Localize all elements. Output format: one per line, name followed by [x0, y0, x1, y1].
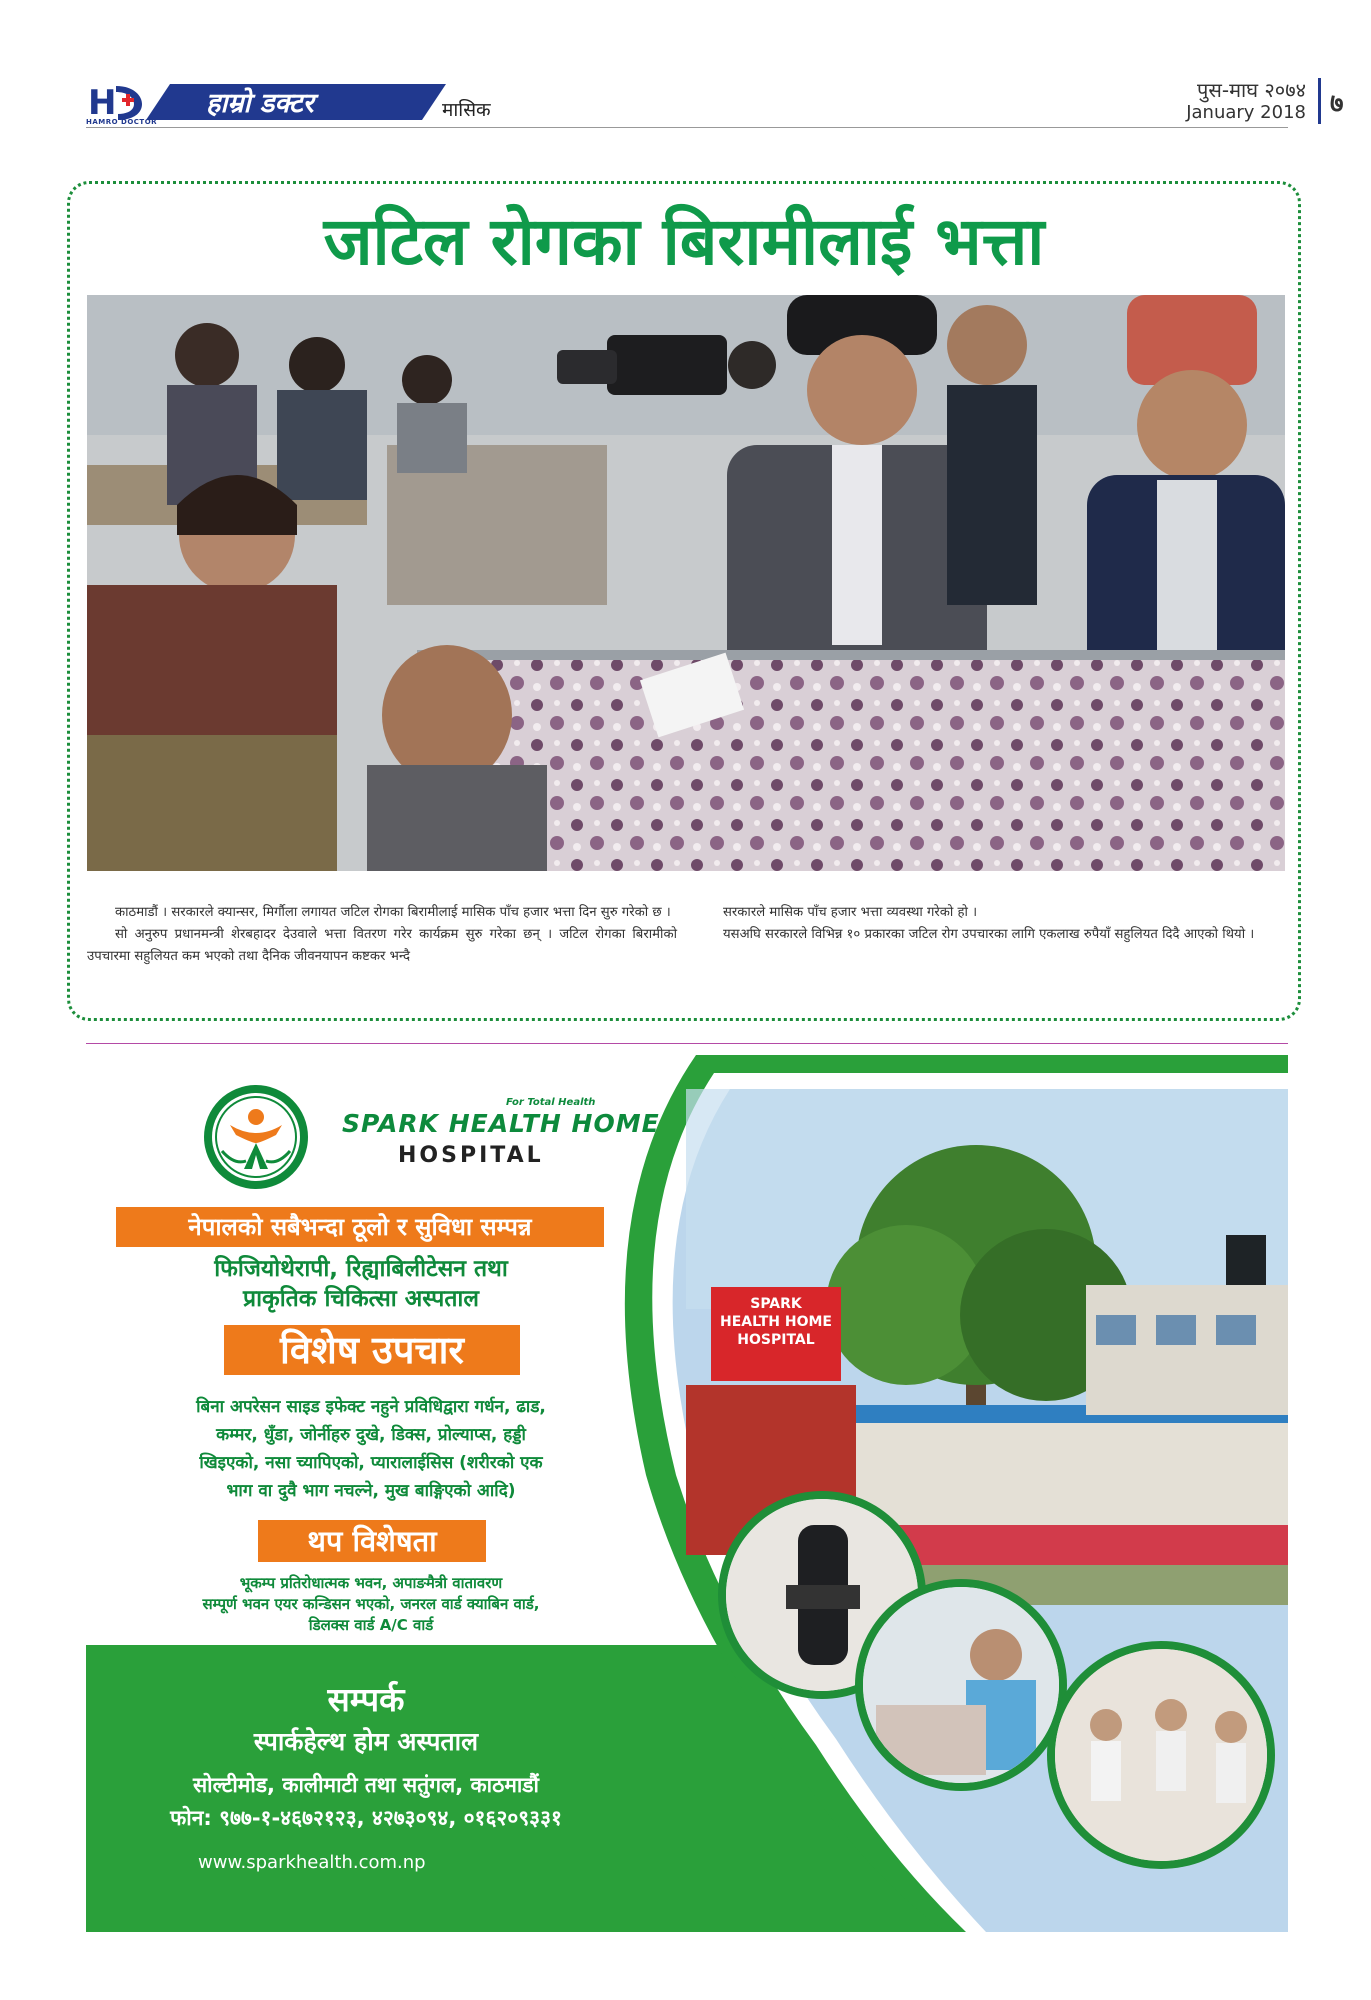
issue-date-nepali: पुस-माघ २०७४ [1196, 78, 1306, 102]
ad-tagline: For Total Health [506, 1097, 596, 1108]
contact-title: सम्पर्क [327, 1680, 405, 1719]
article-column-right [695, 902, 1285, 946]
website-link[interactable]: www.sparkhealth.com.np [198, 1852, 426, 1873]
hospital-sign-line: SPARK [750, 1296, 802, 1312]
hospital-advertisement [86, 1055, 1288, 1932]
section-divider [86, 1043, 1288, 1044]
ad-hospital-label: HOSPITAL [398, 1143, 544, 1168]
article-paragraph: सरकारले मासिक पाँच हजार भत्ता व्यवस्था गरेको हो । [723, 905, 978, 920]
hospital-sign [711, 1287, 841, 1381]
brand-subtitle: मासिक [442, 99, 491, 121]
extra-features-box: थप विशेषता [258, 1520, 486, 1562]
ad-brand-name: SPARK HEALTH HOME [342, 1109, 660, 1138]
contact-address: सोल्टीमोड, कालीमाटी तथा सतुंगल, काठमाडौं [192, 1773, 539, 1797]
brand-name: हाम्रो डक्टर [206, 88, 314, 119]
masthead-divider [1318, 78, 1321, 124]
masthead [86, 78, 1344, 130]
contact-name: स्पार्कहेल्थ होम अस्पताल [253, 1727, 479, 1756]
article-photo [87, 295, 1285, 871]
news-article [67, 181, 1301, 1021]
article-headline: जटिल रोगका बिरामीलाई भत्ता [323, 203, 1045, 280]
article-paragraph: यसअघि सरकारले विभिन्न १० प्रकारका जटिल रोग उपचारका लागि एकलाख रुपैयाँ सहुलियत दिदै आएको थियो । [723, 927, 1255, 942]
headline-box: नेपालको सबैभन्दा ठूलो र सुविधा सम्पन्न [116, 1207, 604, 1247]
hospital-sign-line: HOSPITAL [737, 1332, 815, 1348]
contact-phone: फोन: ९७७-१-४६७२१२३, ४२७३०९४, ०१६२०९३३१ [170, 1806, 562, 1830]
hospital-sign-line: HEALTH HOME [720, 1314, 832, 1330]
feature-line: बिना अपरेसन साइड इफेक्ट नहुने प्रविधिद्वारा गर्धन, ढाड, [196, 1397, 546, 1417]
issue-date-english: January 2018 [1186, 102, 1306, 123]
article-paragraph: काठमाडौं । सरकारले क्यान्सर, मिर्गौला लगायत जटिल रोगका बिरामीलाई मासिक पाँच हजार भत्ता दिन सुरु गरेको छ । [115, 905, 671, 920]
special-treatment-box: विशेष उपचार [224, 1325, 520, 1375]
feature-line: कम्मर, धुँडा, जोर्नीहरु दुखे, डिक्स, प्रोल्याप्स, हड्डी [216, 1425, 526, 1445]
article-column-left [87, 902, 677, 968]
page-number: ७ [1330, 89, 1344, 119]
masthead-rule [86, 127, 1288, 128]
extra-feature-line: भूकम्प प्रतिरोधात्मक भवन, अपाङमैत्री वातावरण [239, 1574, 503, 1592]
ad-subhead: प्राकृतिक चिकित्सा अस्पताल [243, 1286, 479, 1312]
svg-text:H: H [88, 83, 117, 123]
article-paragraph: सो अनुरुप प्रधानमन्त्री शेरबहादर देउवाले भत्ता वितरण गरेर कार्यक्रम सुरु गरेका छन् । जटिल रोगका बिरामीको उपचारमा सहुलियत कम भएको तथा दैनिक जीवनयापन कष्टकर भन्दै [87, 927, 677, 964]
ad-subhead: फिजियोथेरापी, रिह्याबिलीटेसन तथा [214, 1256, 508, 1282]
extra-feature-line: डिलक्स वार्ड A/C वार्ड [308, 1616, 434, 1634]
logo-tagline: HAMRO DOCTOR [86, 118, 158, 126]
issue-date [1076, 78, 1306, 124]
spark-health-emblem-icon [200, 1081, 312, 1193]
feature-line: खिइएको, नसा च्यापिएको, प्यारालाईसिस (शरीरको एक [199, 1453, 543, 1473]
extra-feature-line: सम्पूर्ण भवन एयर कन्डिसन भएको, जनरल वार्ड क्याबिन वार्ड, [202, 1595, 540, 1613]
feature-line: भाग वा दुवै भाग नचल्ने, मुख बाङ्गिएको आदि) [226, 1481, 516, 1501]
hospital-ward-photo-icon [87, 295, 1285, 871]
